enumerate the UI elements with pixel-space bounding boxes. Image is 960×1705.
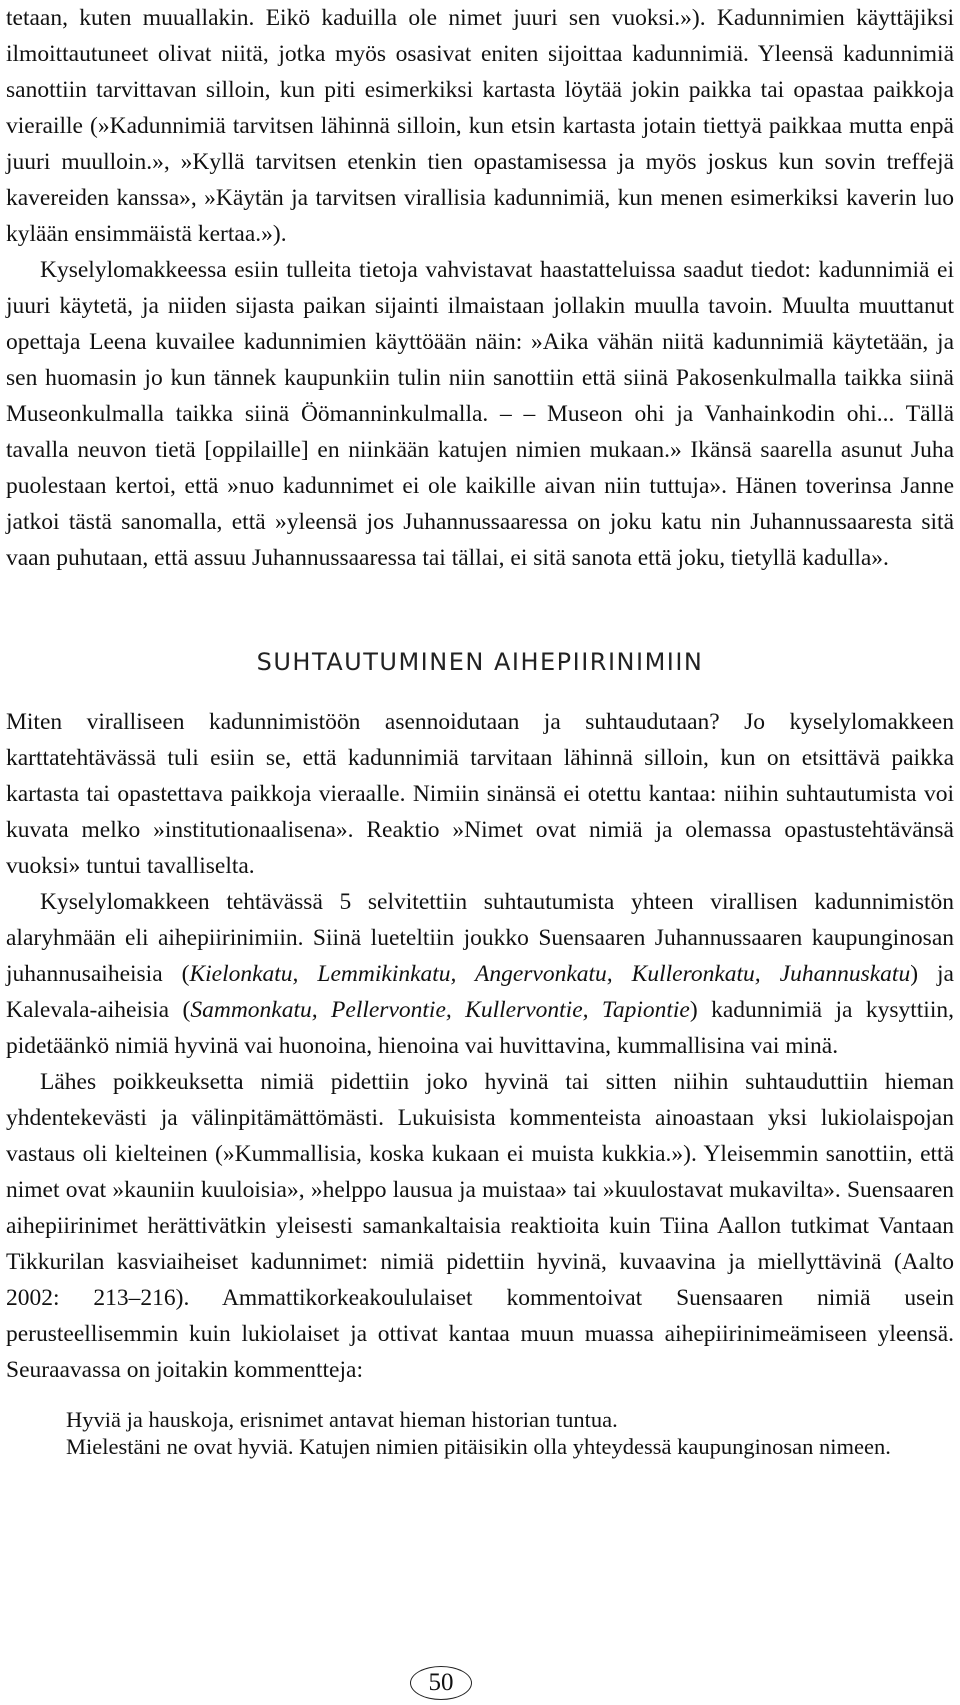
paragraph-4-text-b: ) ja Kalevala-aiheisia ( xyxy=(6,961,954,1023)
page-number: 50 xyxy=(410,1666,472,1700)
paragraph-3: Miten viralliseen kadunnimistöön asennoidutaan ja suhtaudutaan? Jo kyselylomakkeen karttatehtävässä tuli esiin se, että kadunnimiä tarvitaan lähinnä silloin, kun on etsittävä paikka kartasta tai opastettava paikkoja vieraalle. Nimiin sinänsä ei otettu kantaa: niihin suhtautumista voi kuvata melko »institutionaalisena». Reaktio »Nimet ovat nimiä ja olemassa opastustehtävänsä vuoksi» tuntui tavalliselta. xyxy=(6,709,954,879)
paragraph-4 xyxy=(6,884,954,1064)
quote-line-2: Mielestäni ne ovat hyviä. Katujen nimien pitäisikin olla yhteydessä kaupunginosan nimeen. xyxy=(66,1434,891,1459)
quote-block xyxy=(6,1406,954,1460)
section-heading: SUHTAUTUMINEN AIHEPIIRINIMIIN xyxy=(256,648,704,676)
paragraph-4-text-a: Kyselylomakkeen tehtävässä 5 selvitettiin suhtautumista yhteen virallisen kadunnimistön alaryhmään eli aihepiirinimiin. Siinä lueteltiin joukko Suensaaren Juhannussaaren kaupunginosan juhannusaiheisia ( xyxy=(6,889,954,987)
paragraph-2: Kyselylomakkeessa esiin tulleita tietoja vahvistavat haastatteluissa saadut tiedot: kadunnimiä ei juuri käytetä, ja niiden sijasta paikan sijainti ilmaistaan jollakin muulla tavoin. Muulta muuttanut opettaja Leena kuvailee kadunnimien käyttöään näin: »Aika vähän niitä kadunnimiä käytetään, ja sen huomasin jo kun tännek kaupunkiin tulin niin sanottiin että siinä Pakosenkulmalla taikka siinä Museonkulmalla taikka siinä Öömanninkulmalla. – – Museon ohi ja Vanhainkodin ohi... Tällä tavalla neuvon tietä [oppilaille] en niinkään katujen nimien mukaan.» Ikänsä saarella asunut Juha puolestaan kertoi, että »nuo kadunnimet ei ole kaikille aivan niin tuttuja». Hänen toverinsa Janne jatkoi tästä sanomalla, että »yleensä jos Juhannussaaressa on joku katu nin Juhannussaaresta sitä vaan puhutaan, että assuu Juhannussaaressa tai tällai, ei sitä sanota että joku, tietyllä kadulla». xyxy=(6,257,954,571)
paragraph-4-text-c: ) kadunnimiä ja kysyttiin, pidetäänkö nimiä hyvinä vai huonoina, hienoina vai huvittavina, kummallisina vai minä. xyxy=(6,997,954,1059)
paragraph-5: Lähes poikkeuksetta nimiä pidettiin joko hyvinä tai sitten niihin suhtauduttiin hieman yhdentekevästi ja välinpitämättömästi. Lukuisista kommenteista ainoastaan yksi lukiolaispojan vastaus oli kielteinen (»Kummallisia, koska kukaan ei muista kukkia.»). Yleisemmin sanottiin, että nimet ovat »kauniin kuuloisia», »helppo lausua ja muistaa» tai »kuulostavat mukavilta». Suensaaren aihepiirinimet herättivätkin yleisesti samankaltaisia reaktioita kuin Tiina Aallon tutkimat Vantaan Tikkurilan kasviaiheiset kadunnimet: nimiä pidettiin hyvinä, kuvaavina ja miellyttävinä (Aalto 2002: 213–216). Ammattikorkeakoululaiset kommentoivat Suensaaren nimiä usein perusteellisemmin kuin lukiolaiset ja ottivat kantaa muun muassa aihepiirinimeämiseen yleensä. Seuraavassa on joitakin kommentteja: xyxy=(6,1069,954,1383)
paragraph-4-italic-list-2: Sammonkatu, Pellervontie, Kullervontie, Tapiontie xyxy=(190,997,690,1023)
paragraph-1: tetaan, kuten muuallakin. Eikö kaduilla ole nimet juuri sen vuoksi.»). Kadunnimien käyttäjiksi ilmoittautuneet olivat niitä, jotka myös osasivat eniten sijoittaa kadunnimiä. Yleensä kadunnimiä sanottiin tarvittavan silloin, kun piti esimerkiksi kartasta löytää jokin paikka tai opastaa paikkoja vieraille (»Kadunnimiä tarvitsen lähinnä silloin, kun etsin kartasta jotain tiettyä paikkaa mutta enpä juuri muulloin.», »Kyllä tarvitsen etenkin tien opastamisessa ja myös joskus kun sovin treffejä kavereiden kanssa», »Käytän ja tarvitsen virallisia kadunnimiä, kun menen esimerkiksi kaverin luo kylään ensimmäistä kertaa.»). xyxy=(6,5,954,247)
page-body xyxy=(6,0,954,1460)
quote-line-1: Hyviä ja hauskoja, erisnimet antavat hieman historian tuntua. xyxy=(66,1407,618,1432)
paragraph-4-italic-list-1: Kielonkatu, Lemmikinkatu, Angervonkatu, Kulleronkatu, Juhannuskatu xyxy=(189,961,911,987)
